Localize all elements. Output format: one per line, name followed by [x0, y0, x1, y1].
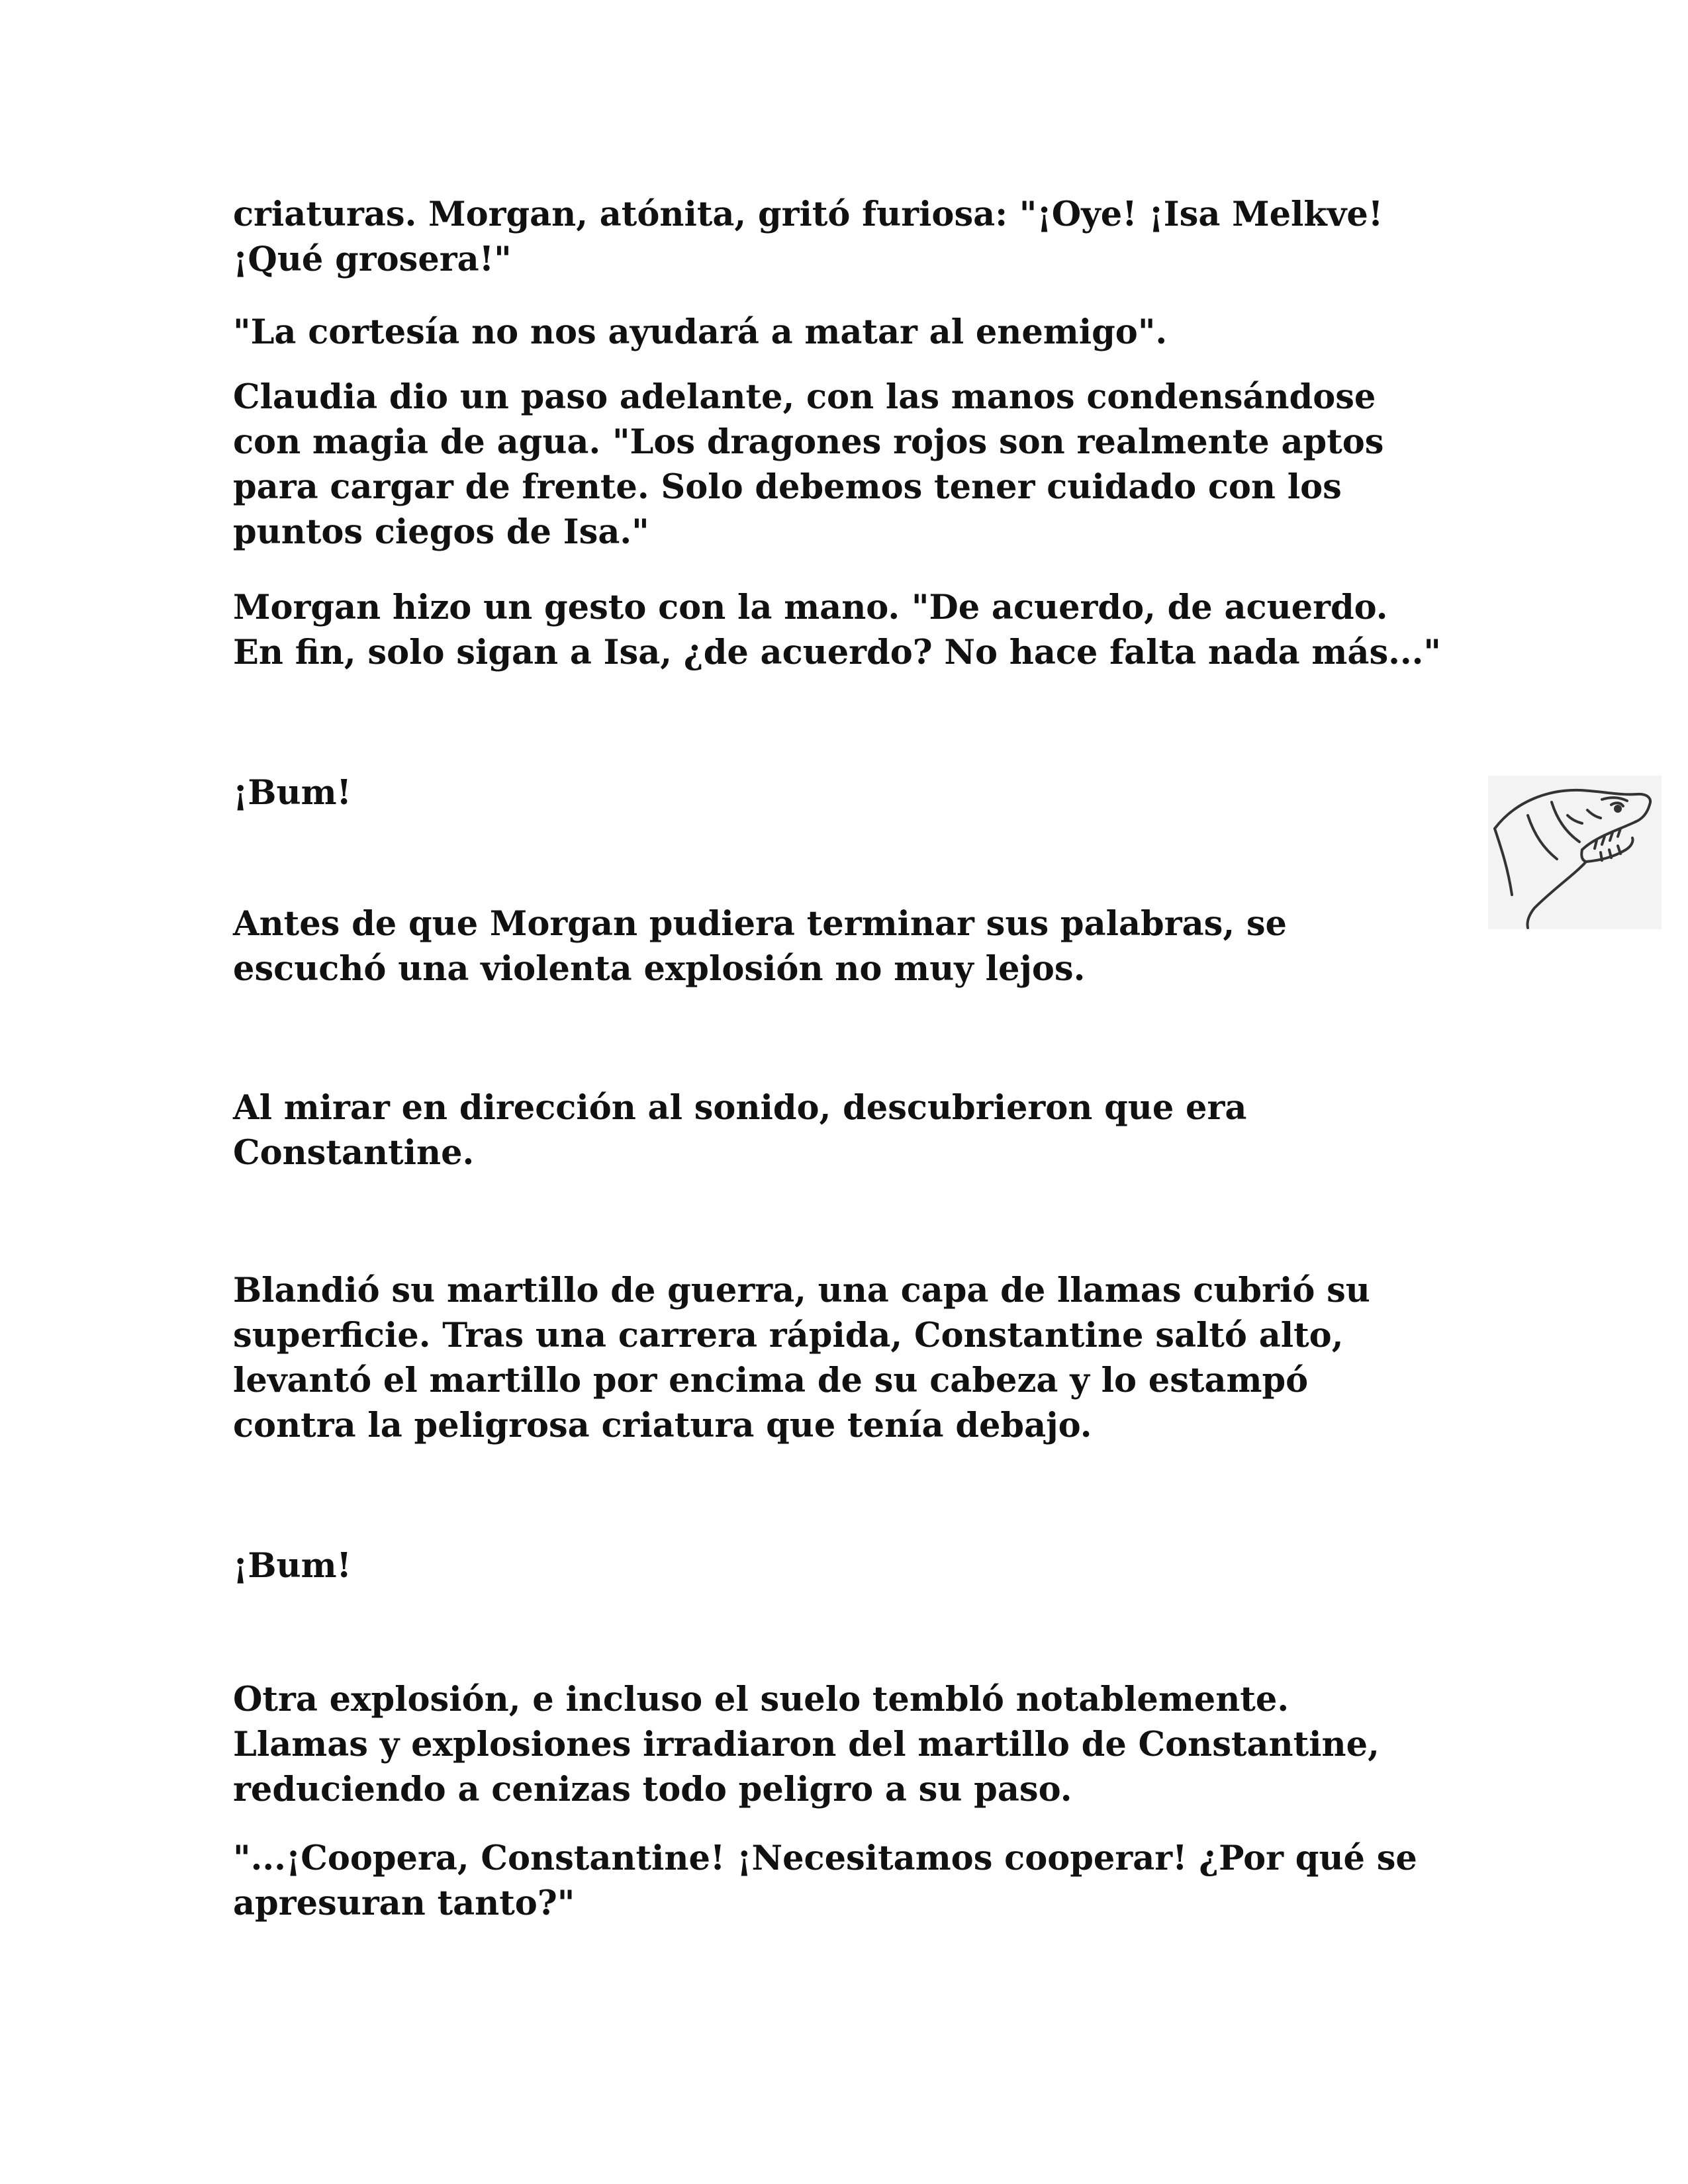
paragraph-6: Antes de que Morgan pudiera terminar sus palabras, se escuchó una violenta explosión no muy lejos.: [233, 904, 1288, 989]
paragraph-4: Morgan hizo un gesto con la mano. "De acuerdo, de acuerdo. En fin, solo sigan a Isa, ¿de acuerdo? No hace falta nada más...": [233, 588, 1441, 672]
paragraph-3: Claudia dio un paso adelante, con las manos condensándose con magia de agua. "Los dragones rojos son realmente aptos para cargar de frente. Solo debemos tener cuidado con los puntos ciegos de Isa.": [233, 377, 1384, 552]
paragraph-2: "La cortesía no nos ayudará a matar al enemigo".: [233, 312, 1168, 352]
paragraph-10: Otra explosión, e incluso el suelo tembló notablemente. Llamas y explosiones irradiaron del martillo de Constantine, reduciendo a cenizas todo peligro a su paso.: [233, 1680, 1380, 1809]
paragraph-7: Al mirar en dirección al sonido, descubrieron que era Constantine.: [233, 1088, 1247, 1173]
paragraph-5-bum: ¡Bum!: [233, 773, 352, 813]
paragraph-9-bum: ¡Bum!: [233, 1546, 352, 1586]
paragraph-8: Blandió su martillo de guerra, una capa de llamas cubrió su superficie. Tras una carrera rápida, Constantine saltó alto, levantó el martillo por encima de su cabeza y lo estampó contra la peligrosa criatura que tenía debajo.: [233, 1271, 1370, 1445]
dinosaur-head-sketch-icon: [1488, 776, 1662, 929]
paragraph-1: criaturas. Morgan, atónita, gritó furiosa: "¡Oye! ¡Isa Melkve! ¡Qué grosera!": [233, 195, 1383, 279]
paragraph-11: "...¡Coopera, Constantine! ¡Necesitamos cooperar! ¿Por qué se apresuran tanto?": [233, 1839, 1417, 1923]
